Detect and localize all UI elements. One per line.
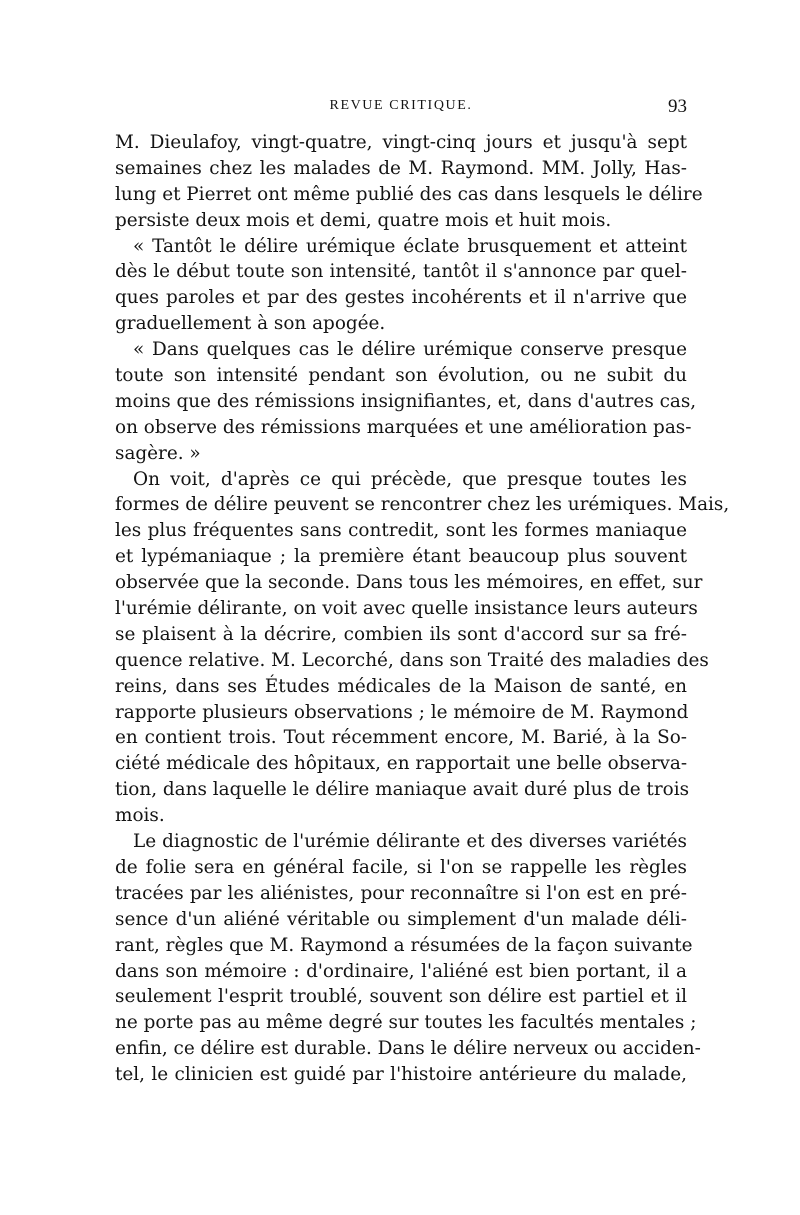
text-line: seulement l'esprit troublé, souvent son délire est partiel et il [115,986,687,1008]
text-line: « Dans quelques cas le délire urémique conserve presque [133,339,687,361]
text-line: M. Dieulafoy, vingt-quatre, vingt-cinq jours et jusqu'à sept [115,132,687,153]
text-line: ques paroles et par des gestes incohérents et il n'arrive que [115,287,687,309]
text-line: mois. [115,805,165,827]
text-line: en contient trois. Tout récemment encore, M. Barié, à la So- [115,727,687,749]
text-line: persiste deux mois et demi, quatre mois et huit mois. [115,209,612,231]
text-line: dans son mémoire : d'ordinaire, l'aliéné est bien portant, il a [115,960,687,982]
text-line: On voit, d'après ce qui précède, que presque toutes les [133,468,687,490]
text-line: les plus fréquentes sans contredit, sont les formes maniaque [115,520,687,542]
text-line: observée que la seconde. Dans tous les mémoires, en effet, sur [115,572,703,594]
text-line: « Tantôt le délire urémique éclate brusquement et atteint [133,235,687,257]
text-line: rapporte plusieurs observations ; le mémoire de M. Raymond [115,701,689,723]
text-line: graduellement à son apogée. [115,313,386,335]
body-text [115,130,730,1088]
text-line: quence relative. M. Lecorché, dans son Traité des maladies des [115,649,709,671]
page-header [115,96,687,120]
text-line: Le diagnostic de l'urémie délirante et des diverses variétés [133,831,687,853]
text-line: tracées par les aliénistes, pour reconnaître si l'on est en pré- [115,882,687,904]
text-line: l'urémie délirante, on voit avec quelle insistance leurs auteurs [115,598,698,620]
text-line: moins que des rémissions insignifiantes, et, dans d'autres cas, [115,390,697,412]
text-line: ne porte pas au même degré sur toutes les facultés mentales ; [115,1012,697,1034]
text-line: se plaisent à la décrire, combien ils sont d'accord sur sa fré- [115,623,687,645]
text-line: toute son intensité pendant son évolution, ou ne subit du [115,365,687,387]
text-line: de folie sera en général facile, si l'on se rappelle les règles [115,856,687,878]
text-line: on observe des rémissions marquées et une amélioration pas- [115,416,692,438]
text-line: lung et Pierret ont même publié des cas dans lesquels le délire [115,183,703,205]
text-line: tel, le clinicien est guidé par l'histoire antérieure du malade, [115,1064,687,1086]
text-line: et lypémaniaque ; la première étant beaucoup plus souvent [115,546,687,568]
text-line: rant, règles que M. Raymond a résumées de la façon suivante [115,934,693,956]
text-line: tion, dans laquelle le délire maniaque avait duré plus de trois [115,779,690,801]
text-line: dès le début toute son intensité, tantôt il s'annonce par quel- [115,261,687,283]
text-line: formes de délire peuvent se rencontrer chez les urémiques. Mais, [115,494,730,516]
text-line: sagère. » [115,442,201,464]
page-number: 93 [668,96,687,117]
running-head: REVUE CRITIQUE. [329,98,473,113]
text-line: enfin, ce délire est durable. Dans le délire nerveux ou acciden- [115,1038,701,1060]
text-line: reins, dans ses Études médicales de la Maison de santé, en [115,675,687,697]
text-line: sence d'un aliéné véritable ou simplement d'un malade déli- [115,908,687,930]
text-line: ciété médicale des hôpitaux, en rapportait une belle observa- [115,753,688,775]
text-line: semaines chez les malades de M. Raymond. MM. Jolly, Has- [115,157,687,179]
